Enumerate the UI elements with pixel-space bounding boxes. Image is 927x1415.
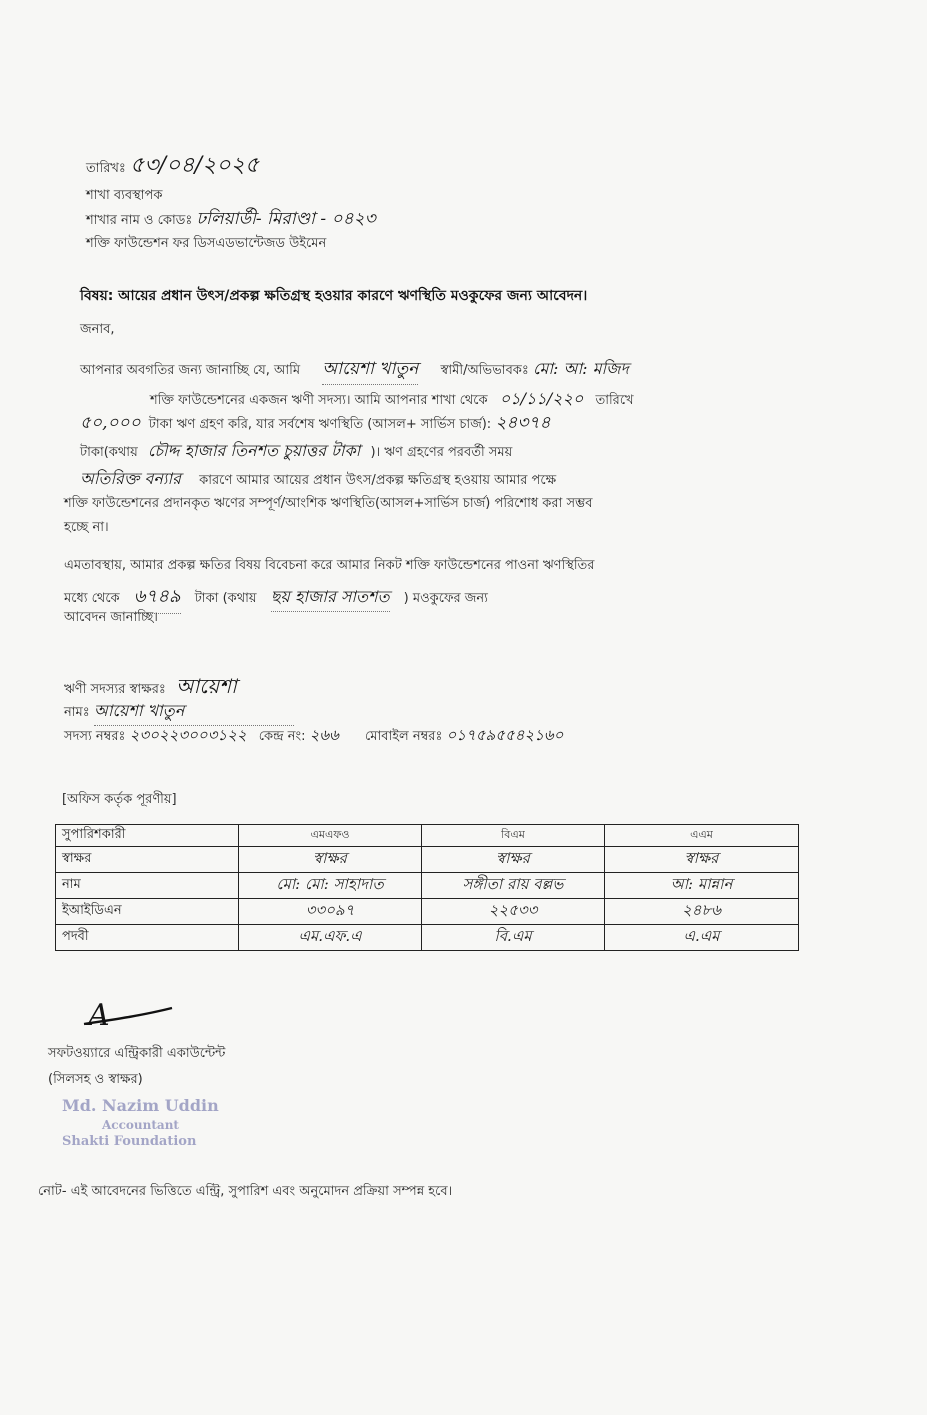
member-signature-label: ঋণী সদস্যর স্বাক্ষরঃ [64, 682, 166, 697]
member-id-line [64, 724, 563, 749]
body-text-1a: আপনার অবগতির জন্য জানাচ্ছি যে, আমি [80, 363, 301, 378]
center-value: ২৬৬ [309, 726, 339, 744]
am-signature: স্বাক্ষর [605, 847, 799, 873]
loan-amount-handwritten: ৫০,০০০ [80, 413, 141, 433]
waiver-amount-handwritten: ৬৭৪৯ [134, 582, 181, 614]
member-name-handwritten: আয়েশা খাতুন [322, 356, 418, 385]
mobile-value: ০১৭৫৯৫৫৪২১৬০ [446, 726, 564, 744]
member-signature: আয়েশা [175, 674, 237, 698]
bm-signature: স্বাক্ষর [422, 847, 605, 873]
member-id-value: ২৩০২২৩০০৩১২২ [129, 726, 247, 744]
signature-stroke-icon [80, 1002, 180, 1032]
table-row-signature [56, 847, 799, 873]
am-eidn: ২৪৮৬ [605, 899, 799, 925]
body-line-5 [80, 466, 556, 493]
bm-designation: বি.এম [422, 925, 605, 951]
reason-handwritten: অতিরিক্ত বন্যার [80, 469, 181, 488]
accountant-title: সফটওয়্যারে এন্ট্রিকারী একাউন্টেন্ট [48, 1046, 226, 1061]
row-label: নাম [56, 873, 239, 899]
body-line-1 [80, 356, 629, 385]
center-label: কেন্দ্র নং: [258, 729, 306, 744]
body-text-2b: তারিখে [595, 393, 634, 408]
organization-line: শক্তি ফাউন্ডেশন ফর ডিসএডভান্টেজড উইমেন [86, 236, 327, 251]
body-line-6: শক্তি ফাউন্ডেশনের প্রদানকৃত ঋণের সম্পূর্ণ/আংশিক ঋণস্থিতি(আসল+সার্ভিস চার্জ) পরিশোধ করা সম্ভব [64, 496, 593, 511]
balance-handwritten: ২৪৩৭৪ [495, 413, 551, 433]
member-name-label: নামঃ [64, 705, 90, 720]
body-line-4 [80, 438, 512, 465]
accountant-seal-note: (সিলসহ ও স্বাক্ষর) [48, 1072, 143, 1087]
body-text-1b: স্বামী/অভিভাবকঃ [440, 363, 529, 378]
body-line-7: হচ্ছে না। [64, 520, 109, 535]
row-label: স্বাক্ষর [56, 847, 239, 873]
bm-eidn: ২২৫৩৩ [422, 899, 605, 925]
member-name-value: আয়েশা খাতুন [94, 698, 294, 726]
footer-note: নোট- এই আবেদনের ভিত্তিতে এন্ট্রি, সুপারিশ এবং অনুমোদন প্রক্রিয়া সম্পন্ন হবে। [38, 1184, 453, 1199]
am-name: আ: মান্নান [605, 873, 799, 899]
body-text-9a: মধ্যে থেকে [64, 591, 120, 606]
body-line-8: এমতাবস্থায়, আমার প্রকল্প ক্ষতির বিষয় বিবেচনা করে আমার নিকট শক্তি ফাউন্ডেশনের পাওনা ঋণস্থিতির [64, 558, 595, 573]
body-text-9b: টাকা (কথায় [194, 591, 257, 606]
body-text-3a: টাকা ঋণ গ্রহণ করি, যার সর্বশেষ ঋণস্থিতি (আসল+ সার্ভিস চার্জ): [148, 417, 492, 432]
member-id-label: সদস্য নম্বরঃ [64, 729, 126, 744]
balance-words-handwritten: চৌদ্দ হাজার তিনশত চুয়াত্তর টাকা [147, 441, 361, 460]
mfo-eidn: ৩৩০৯৭ [239, 899, 422, 925]
mfo-name: মো: মো: সাহাদাত [239, 873, 422, 899]
body-text-2a: শক্তি ফাউন্ডেশনের একজন ঋণী সদস্য। আমি আপনার শাখা থেকে [150, 393, 488, 408]
mobile-label: মোবাইল নম্বরঃ [365, 729, 443, 744]
body-text-5a: কারণে আমার আয়ের প্রধান উৎস/প্রকল্প ক্ষতিগ্রস্থ হওয়ায় আমার পক্ষে [199, 473, 557, 488]
table-row-designation [56, 925, 799, 951]
table-row-name [56, 873, 799, 899]
office-approval-table [55, 824, 799, 951]
salutation: জনাব, [80, 322, 115, 337]
table-row-eidn [56, 899, 799, 925]
mfo-designation: এম.এফ.এ [239, 925, 422, 951]
subject-line: বিষয়: আয়ের প্রধান উৎস/প্রকল্প ক্ষতিগ্রস্থ হওয়ার কারণে ঋণস্থিতি মওকুফের জন্য আবেদন। [80, 288, 588, 304]
stamp-org: Shakti Foundation [62, 1134, 197, 1149]
date-line [86, 148, 259, 185]
loan-date-handwritten: ০১/১১/২২০ [499, 389, 584, 408]
row-label: ইআইডিএন [56, 899, 239, 925]
branch-value: ঢলিয়ার্ডী- মিরাণ্ডা - ০৪২৩ [196, 209, 376, 229]
date-label: তারিখঃ [86, 161, 126, 176]
addressee: শাখা ব্যবস্থাপক [86, 188, 163, 203]
waiver-words-handwritten: ছয় হাজার সাতশত [271, 584, 390, 612]
body-line-3 [80, 410, 551, 438]
office-use-caption: [অফিস কর্তৃক পূরণীয়] [62, 792, 177, 807]
member-name-line [64, 698, 294, 726]
body-text-4b: )। ঋণ গ্রহণের পরবর্তী সময় [370, 445, 513, 460]
date-value: ৫৩/০৪/২০২৫ [130, 153, 260, 178]
branch-label: শাখার নাম ও কোডঃ [86, 213, 193, 228]
mfo-signature: স্বাক্ষর [239, 847, 422, 873]
stamp-name: Md. Nazim Uddin [62, 1096, 219, 1115]
accountant-signature: A [88, 998, 110, 1033]
body-line-2 [150, 386, 634, 413]
header-recommender: সুপারিশকারী [56, 825, 239, 847]
table-header-row [56, 825, 799, 847]
header-mfo: এমএফও [239, 825, 422, 847]
am-designation: এ.এম [605, 925, 799, 951]
header-am: এএম [605, 825, 799, 847]
body-text-9c: ) মওকুফের জন্য [403, 591, 488, 606]
guardian-handwritten: মো: আ: মজিদ [532, 359, 629, 378]
header-bm: বিএম [422, 825, 605, 847]
bm-name: সঙ্গীতা রায় বল্লভ [422, 873, 605, 899]
row-label: পদবী [56, 925, 239, 951]
body-line-10: আবেদন জানাচ্ছি। [64, 610, 158, 625]
branch-line [86, 206, 376, 234]
stamp-role: Accountant [102, 1118, 179, 1132]
body-text-4a: টাকা(কথায় [80, 445, 138, 460]
